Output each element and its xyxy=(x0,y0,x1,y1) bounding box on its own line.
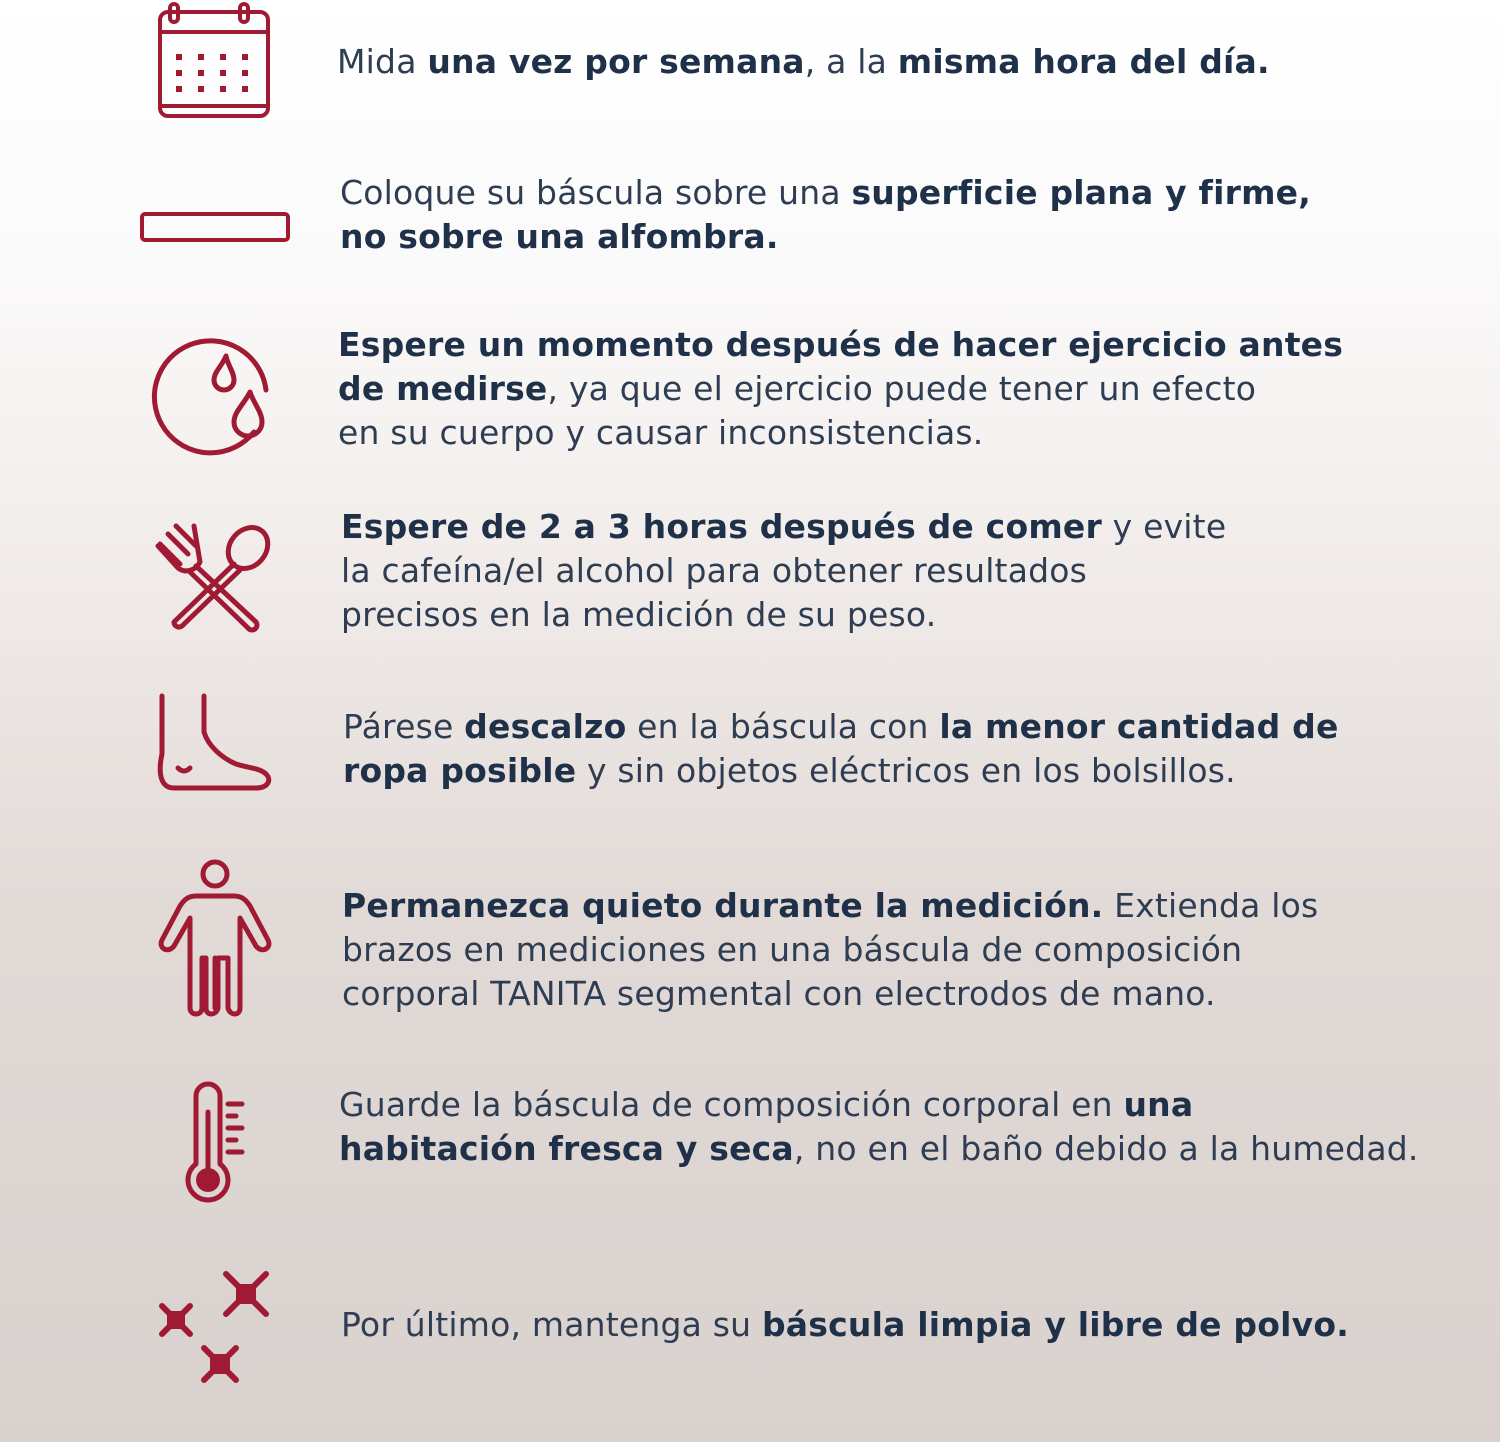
tip-line xyxy=(342,884,1318,928)
tip-line xyxy=(338,323,1343,367)
tip-line xyxy=(338,411,1343,455)
tip-line xyxy=(342,928,1318,972)
bold-text: Espere un momento después de hacer ejercicio antes xyxy=(338,325,1344,364)
text-segment: Guarde la báscula de composición corporal en xyxy=(339,1085,1124,1124)
tip-line xyxy=(341,505,1226,549)
bare-foot-icon xyxy=(156,692,274,796)
text-segment: y evite xyxy=(1101,507,1227,546)
text-segment: Por último, mantenga su xyxy=(341,1305,762,1344)
text-segment: , ya que el ejercicio puede tener un efecto xyxy=(547,369,1257,408)
bold-text: superficie plana y firme, xyxy=(851,173,1311,212)
fork-spoon-icon xyxy=(156,522,274,630)
sparkle-clean-icon xyxy=(156,1268,276,1390)
tip-line xyxy=(342,972,1318,1016)
tip-line xyxy=(341,549,1226,593)
tip-text xyxy=(341,505,1226,637)
tip-line xyxy=(343,705,1339,749)
tip-text xyxy=(342,884,1318,1016)
tip-line xyxy=(339,1127,1419,1171)
text-segment: , no en el baño debido a la humedad. xyxy=(793,1129,1419,1168)
text-segment: Mida xyxy=(337,42,428,81)
tip-text xyxy=(338,323,1343,455)
text-segment: precisos en la medición de su peso. xyxy=(341,595,937,634)
bold-text: una vez por semana xyxy=(427,42,805,81)
bold-text: habitación fresca y seca xyxy=(339,1129,794,1168)
tip-line xyxy=(340,215,1311,259)
bold-text: Espere de 2 a 3 horas después de comer xyxy=(341,507,1102,546)
tip-line xyxy=(339,1083,1419,1127)
tip-text xyxy=(341,1303,1349,1347)
tip-line xyxy=(343,749,1339,793)
bold-text: una xyxy=(1123,1085,1194,1124)
sweat-drops-icon xyxy=(156,338,274,456)
text-segment: , a la xyxy=(804,42,898,81)
person-standing-icon xyxy=(156,858,274,1018)
bold-text: misma hora del día. xyxy=(897,42,1270,81)
text-segment: Párese xyxy=(343,707,465,746)
bold-text: báscula limpia y libre de polvo. xyxy=(761,1305,1349,1344)
tip-line xyxy=(340,171,1311,215)
tip-text xyxy=(343,705,1339,793)
tip-text xyxy=(337,40,1270,84)
bold-text: la menor cantidad de xyxy=(939,707,1339,746)
text-segment: la cafeína/el alcohol para obtener resultados xyxy=(341,551,1088,590)
tip-line xyxy=(338,367,1343,411)
text-segment: en su cuerpo y causar inconsistencias. xyxy=(338,413,984,452)
text-segment: brazos en mediciones en una báscula de composición xyxy=(342,930,1243,969)
tip-text xyxy=(339,1083,1419,1171)
tip-line xyxy=(341,593,1226,637)
text-segment: y sin objetos eléctricos en los bolsillos. xyxy=(576,751,1236,790)
flat-surface-icon xyxy=(140,212,292,244)
bold-text: de medirse xyxy=(338,369,548,408)
tip-line xyxy=(341,1303,1349,1347)
bold-text: Permanezca quieto durante la medición. xyxy=(342,886,1104,925)
text-segment: Coloque su báscula sobre una xyxy=(340,173,852,212)
text-segment: Extienda los xyxy=(1103,886,1319,925)
calendar-icon xyxy=(156,2,274,120)
bold-text: descalzo xyxy=(464,707,627,746)
text-segment: corporal TANITA segmental con electrodos de mano. xyxy=(342,974,1216,1013)
bold-text: ropa posible xyxy=(343,751,577,790)
thermometer-icon xyxy=(184,1082,248,1206)
text-segment: en la báscula con xyxy=(626,707,940,746)
bold-text: no sobre una alfombra. xyxy=(340,217,779,256)
tip-text xyxy=(340,171,1311,259)
tip-line xyxy=(337,40,1270,84)
